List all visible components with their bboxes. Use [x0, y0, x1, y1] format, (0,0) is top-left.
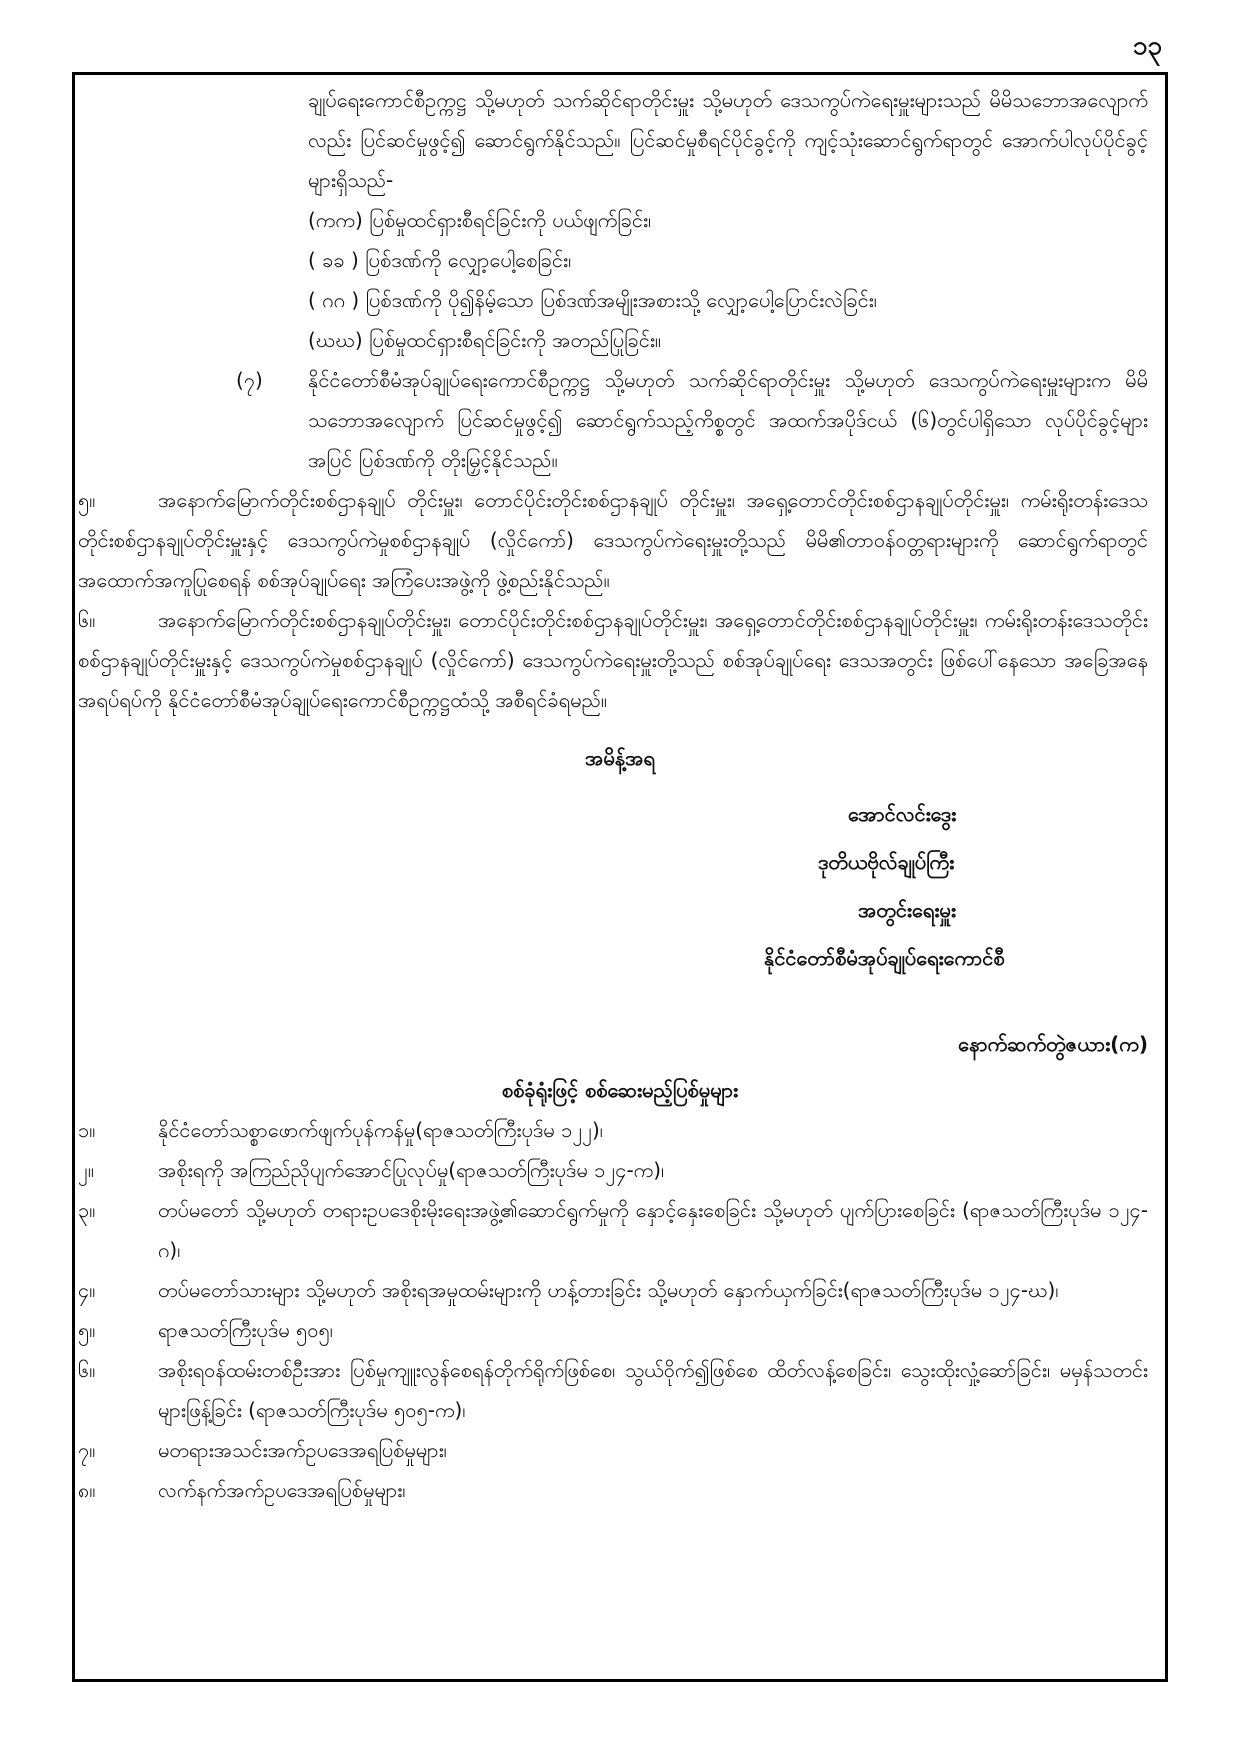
list-item-text: အစိုးရဝန်ထမ်းတစ်ဦးအား ပြစ်မှုကျူးလွန်စေရန်တိုက်ရိုက်ဖြစ်စေ၊ သွယ်ဝိုက်၍ဖြစ်စေ ထိတ်လန့်စေခြင်း၊ သွေးထိုးလှုံ့ဆော်ခြင်း၊ မမှန်သတင်းများဖြန့်ခြင်း (ရာဇသတ်ကြီးပုဒ်မ ၅၀၅-က)၊ — [158, 1358, 1148, 1422]
list-item-number: ၂။ — [78, 1158, 94, 1182]
paragraph-5-number: ၅။ — [78, 488, 96, 512]
paragraph-6 — [78, 600, 1148, 720]
list-item — [78, 1110, 1148, 1150]
signature-block — [78, 790, 1162, 982]
sub-item-ga: ( ဂဂ ) ပြစ်ဒဏ်ကို ပို၍နိမ့်သော ပြစ်ဒဏ်အမျိုးအစားသို့ လျှော့ပေါ့ပြောင်းလဲခြင်း၊ — [308, 288, 877, 312]
item-7-text: နိုင်ငံတော်စီမံအုပ်ချုပ်ရေးကောင်စီဥက္ကဋ္ဌ သို့မဟုတ် သက်ဆိုင်ရာတိုင်းမှူး သို့မဟုတ် ဒေသကွပ်ကဲရေးမှူးများက မိမိသဘောအလျောက် ပြင်ဆင်မှုဖွင့်၍ ဆောင်ရွက်သည့်ကိစ္စတွင် အထက်အပိုဒ်ငယ် (၆)တွင်ပါရှိသော လုပ်ပိုင်ခွင့်များအပြင် ပြစ်ဒဏ်ကို တိုးမြှင့်နိုင်သည်။ — [308, 368, 1148, 472]
list-item-text: လက်နက်အက်ဥပဒေအရပြစ်မှုများ၊ — [158, 1478, 406, 1502]
sub-item-kha: ( ခခ ) ပြစ်ဒဏ်ကို လျှော့ပေါ့စေခြင်း၊ — [308, 248, 572, 272]
annex-title: စစ်ခုံရုံးဖြင့် စစ်ဆေးမည့်ပြစ်မှုများ — [501, 1078, 739, 1102]
list-item — [78, 1350, 1148, 1430]
list-item-text: မတရားအသင်းအက်ဥပဒေအရပြစ်မှုများ၊ — [158, 1438, 447, 1462]
signatory-name: အောင်လင်းဒွေး — [848, 802, 957, 826]
paragraph-5-text: အနောက်မြောက်တိုင်းစစ်ဌာနချုပ် တိုင်းမှူး၊ တောင်ပိုင်းတိုင်းစစ်ဌာနချုပ် တိုင်းမှူး၊ အရှေ့တောင်တိုင်းစစ်ဌာနချုပ်တိုင်းမှူး၊ ကမ်းရိုးတန်းဒေသတိုင်းစစ်ဌာနချုပ်တိုင်းမှူးနှင့် ဒေသကွပ်ကဲမှုစစ်ဌာနချုပ် (လှိုင်ကော်) ဒေသကွပ်ကဲရေးမှူးတို့သည် မိမိ၏တာဝန်ဝတ္တရားများကို ဆောင်ရွက်ရာတွင် အထောက်အကူပြုစေရန် စစ်အုပ်ချုပ်ရေး အကြံပေးအဖွဲ့ကို ဖွဲ့စည်းနိုင်သည်။ — [78, 488, 1148, 592]
list-item — [78, 1150, 1148, 1190]
signatory-rank: ဒုတိယဗိုလ်ချုပ်ကြီး — [818, 850, 955, 874]
list-item-number: ၈။ — [78, 1478, 96, 1502]
list-item — [78, 1190, 1148, 1270]
list-item-number: ၇။ — [78, 1438, 96, 1462]
order-heading: အမိန့်အရ — [585, 746, 655, 770]
signatory-title: အတွင်းရေးမှူး — [858, 898, 956, 922]
list-item — [78, 1470, 1148, 1510]
item-7 — [236, 360, 1148, 480]
list-item-text: အစိုးရကို အကြည်ညိုပျက်အောင်ပြုလုပ်မှု(ရာဇသတ်ကြီးပုဒ်မ ၁၂၄-က)၊ — [158, 1158, 665, 1182]
section-intro: ချုပ်ရေးကောင်စီဥက္ကဋ္ဌ သို့မဟုတ် သက်ဆိုင်ရာတိုင်းမှူး သို့မဟုတ် ဒေသကွပ်ကဲရေးမှူးများသည် မိမိသဘောအလျောက်လည်း ပြင်ဆင်မှုဖွင့်၍ ဆောင်ရွက်နိုင်သည်။ ပြင်ဆင်မှုစီရင်ပိုင်ခွင့်ကို ကျင့်သုံးဆောင်ရွက်ရာတွင် အောက်ပါလုပ်ပိုင်ခွင့်များရှိသည်- — [308, 88, 1148, 192]
sub-item-gha: (ဃဃ) ပြစ်မှုထင်ရှားစီရင်ခြင်းကို အတည်ပြုခြင်း။ — [308, 328, 661, 352]
list-item — [78, 1270, 1148, 1310]
list-item-number: ၆။ — [78, 1358, 96, 1382]
annex-label: နောက်ဆက်တွဲဇယား(က) — [958, 1032, 1148, 1056]
list-item-number: ၃။ — [78, 1198, 96, 1222]
list-item-text: တပ်မတော်သားများ သို့မဟုတ် အစိုးရအမှုထမ်းများကို ဟန့်တားခြင်း သို့မဟုတ် နှောက်ယှက်ခြင်း(ရာဇသတ်ကြီးပုဒ်မ ၁၂၄-ဃ)၊ — [158, 1278, 1059, 1302]
page-number: ၁၃ — [1132, 31, 1162, 61]
document-body — [78, 80, 1162, 1676]
list-item-text: ရာဇသတ်ကြီးပုဒ်မ ၅၀၅၊ — [158, 1318, 333, 1342]
list-item-number: ၅။ — [78, 1318, 96, 1342]
item-7-number: (၇) — [236, 368, 263, 392]
list-item-text: တပ်မတော် သို့မဟုတ် တရားဥပဒေစိုးမိုးရေးအဖွဲ့၏ဆောင်ရွက်မှုကို နှောင့်နှေးစေခြင်း သို့မဟုတ် ပျက်ပြားစေခြင်း (ရာဇသတ်ကြီးပုဒ်မ ၁၂၄-ဂ)၊ — [158, 1198, 1148, 1262]
list-item-number: ၁။ — [78, 1118, 96, 1142]
list-item-number: ၄။ — [78, 1278, 96, 1302]
list-item — [78, 1430, 1148, 1470]
sub-item-ka: (ကက) ပြစ်မှုထင်ရှားစီရင်ခြင်းကို ပယ်ဖျက်ခြင်း၊ — [308, 208, 652, 232]
list-item — [78, 1310, 1148, 1350]
paragraph-6-number: ၆။ — [78, 608, 96, 632]
signatory-body: နိုင်ငံတော်စီမံအုပ်ချုပ်ရေးကောင်စီ — [764, 946, 1005, 970]
list-item-text: နိုင်ငံတော်သစ္စာဖောက်ဖျက်ပုန်ကန်မှု(ရာဇသတ်ကြီးပုဒ်မ ၁၂၂)၊ — [158, 1118, 603, 1142]
paragraph-5 — [78, 480, 1148, 600]
paragraph-6-text: အနောက်မြောက်တိုင်းစစ်ဌာနချုပ်တိုင်းမှူး၊ တောင်ပိုင်းတိုင်းစစ်ဌာနချုပ်တိုင်းမှူး၊ အရှေ့တောင်တိုင်းစစ်ဌာနချုပ်တိုင်းမှူး၊ ကမ်းရိုးတန်းဒေသတိုင်းစစ်ဌာနချုပ်တိုင်းမှူးနှင့် ဒေသကွပ်ကဲမှုစစ်ဌာနချုပ် (လှိုင်ကော်) ဒေသကွပ်ကဲရေးမှူးတို့သည် စစ်အုပ်ချုပ်ရေး ဒေသအတွင်း ဖြစ်ပေါ်နေသော အခြေအနေအရပ်ရပ်ကို နိုင်ငံတော်စီမံအုပ်ချုပ်ရေးကောင်စီဥက္ကဋ္ဌထံသို့ အစီရင်ခံရမည်။ — [78, 608, 1148, 712]
